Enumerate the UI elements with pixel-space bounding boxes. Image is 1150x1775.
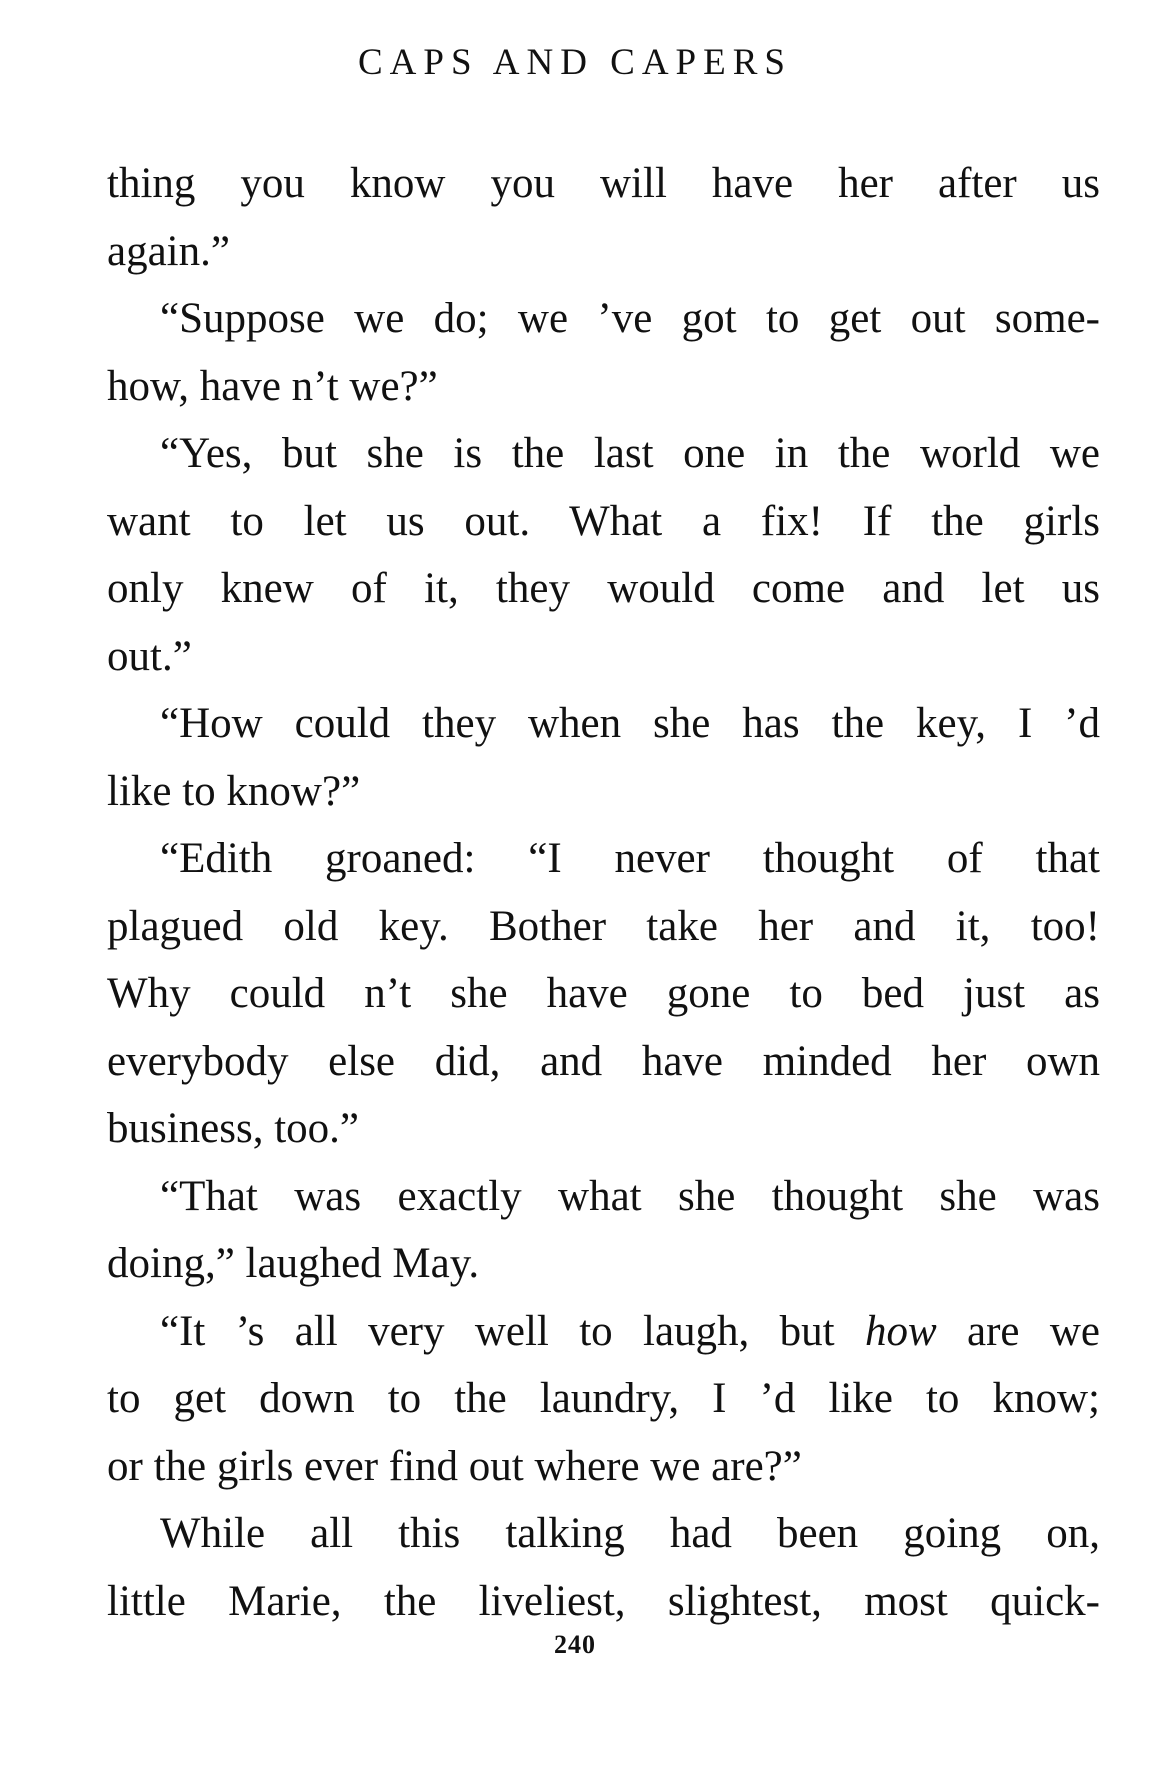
text-line: want to let us out. What a fix! If the girls bbox=[107, 497, 1100, 545]
text-line: business, too.” bbox=[107, 1105, 360, 1152]
body-text bbox=[107, 150, 1100, 1635]
page-number: 240 bbox=[554, 1630, 596, 1659]
text-line: everybody else did, and have minded her own bbox=[107, 1037, 1100, 1085]
text-line: to get down to the laundry, I ’d like to know; bbox=[107, 1375, 1100, 1422]
text-line: how, have n’t we?” bbox=[107, 362, 438, 410]
text-line: “Edith groaned: “I never thought of that bbox=[160, 835, 1100, 882]
text-line: “Yes, but she is the last one in the world we bbox=[160, 430, 1100, 477]
text-line: “That was exactly what she thought she was bbox=[160, 1172, 1100, 1220]
text-line: out.” bbox=[107, 632, 192, 680]
text-line: only knew of it, they would come and let us bbox=[107, 565, 1100, 612]
text-line: little Marie, the liveliest, slightest, most quick- bbox=[107, 1577, 1100, 1625]
text-line: like to know?” bbox=[107, 767, 361, 815]
emphasis: how bbox=[864, 1307, 937, 1355]
text-line: “Suppose we do; we ’ve got to get out some- bbox=[160, 295, 1100, 342]
text-line: doing,” laughed May. bbox=[107, 1240, 480, 1287]
text-line: Why could n’t she have gone to bed just as bbox=[107, 970, 1100, 1017]
text-line: thing you know you will have her after us bbox=[107, 160, 1100, 207]
text-line: or the girls ever find out where we are?” bbox=[107, 1442, 802, 1490]
text-line: While all this talking had been going on, bbox=[160, 1510, 1100, 1557]
text-line: plagued old key. Bother take her and it, too! bbox=[107, 902, 1100, 950]
text-line: “It ’s all very well to laugh, but how are we bbox=[160, 1307, 1100, 1355]
running-head: CAPS AND CAPERS bbox=[357, 42, 792, 83]
text-line: “How could they when she has the key, I ’d bbox=[160, 700, 1100, 747]
text-line: again.” bbox=[107, 227, 230, 275]
